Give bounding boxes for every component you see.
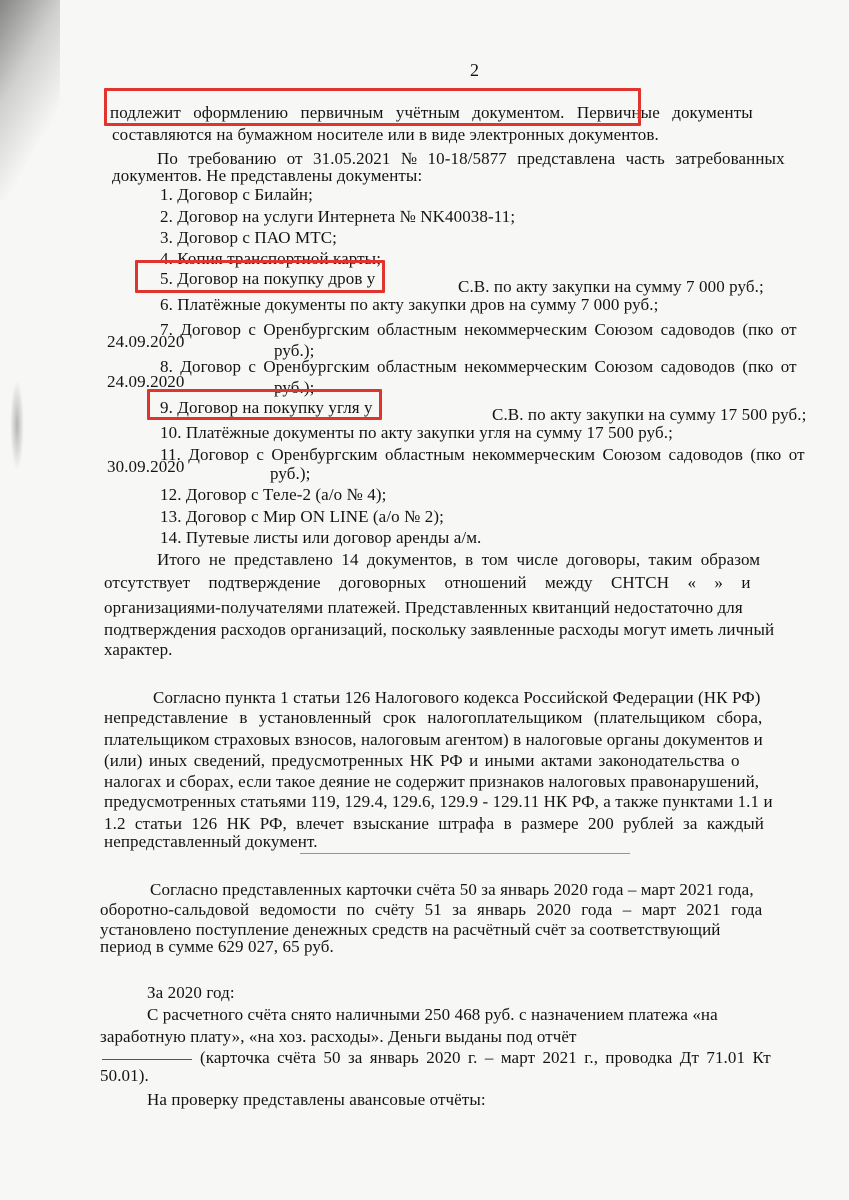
text-line: предусмотренных статьями 119, 129.4, 129.6, 129.9 - 129.11 НК РФ, а также пунктами 1.1 и [104, 792, 773, 811]
text-line: плательщиком страховых взносов, налоговым агентом) в налоговые органы документов и [104, 730, 763, 749]
text-line: период в сумме 629 027, 65 руб. [100, 937, 334, 956]
list-item: 5. Договор на покупку дров у [160, 269, 376, 288]
list-item-continuation: С.В. по акту закупки на сумму 7 000 руб.; [458, 277, 764, 296]
list-item: 3. Договор с ПАО МТС; [160, 228, 337, 247]
text-line: непредставление в установленный срок налогоплательщиком (плательщиком сбора, [104, 708, 763, 727]
list-item: 2. Договор на услуги Интернета № NK40038-11; [160, 207, 516, 226]
list-item: 1. Договор с Билайн; [160, 185, 313, 204]
text-line: налогах и сборах, если такое деяние не содержит признаков налоговых правонарушений, [104, 772, 760, 791]
scan-smudge [10, 380, 24, 470]
list-item: 13. Договор с Мир ON LINE (а/о № 2); [160, 507, 444, 526]
list-item: 14. Путевые листы или договор аренды а/м. [160, 528, 482, 547]
highlight-box [147, 389, 382, 420]
text-line: документов. Не представлены документы: [112, 166, 423, 185]
list-item: 7. Договор с Оренбургским областным некоммерческим Союзом садоводов (пко от [160, 320, 797, 339]
text-line: непредставленный документ. [104, 832, 318, 851]
list-item-date: 24.09.2020 [107, 372, 185, 391]
text-line: отсутствует подтверждение договорных отношений между СНТСН « » и [104, 573, 751, 592]
list-item-continuation: С.В. по акту закупки на сумму 17 500 руб.; [492, 405, 807, 424]
page-number: 2 [470, 60, 479, 80]
list-item-continuation: руб.); [270, 464, 311, 483]
section-heading: За 2020 год: [147, 983, 235, 1002]
list-item-date: 30.09.2020 [107, 457, 185, 476]
text-line: характер. [104, 640, 173, 659]
list-item: 12. Договор с Теле-2 (а/о № 4); [160, 485, 387, 504]
text-line: По требованию от 31.05.2021 № 10-18/5877 представлена часть затребованных [157, 149, 785, 168]
list-item-date: 24.09.2020 [107, 332, 185, 351]
list-item: 11. Договор с Оренбургским областным некоммерческим Союзом садоводов (пко от [160, 445, 805, 464]
text-line: установлено поступление денежных средств на расчётный счёт за соответствующий [100, 920, 721, 939]
list-item: 8. Договор с Оренбургским областным некоммерческим Союзом садоводов (пко от [160, 357, 797, 376]
text-line: подлежит оформлению первичным учётным документом. Первичные документы [110, 103, 753, 122]
text-line: 50.01). [100, 1066, 149, 1085]
text-line: С расчетного счёта снято наличными 250 468 руб. с назначением платежа «на [147, 1005, 718, 1024]
highlight-box [104, 88, 641, 126]
scan-line [300, 853, 630, 854]
list-item: 10. Платёжные документы по акту закупки угля на сумму 17 500 руб.; [160, 423, 673, 442]
text-line: составляются на бумажном носителе или в виде электронных документов. [112, 125, 659, 144]
text-line: подтверждения расходов организаций, поскольку заявленные расходы могут иметь личный [104, 620, 775, 639]
list-item: 6. Платёжные документы по акту закупки дров на сумму 7 000 руб.; [160, 295, 659, 314]
list-item-continuation: руб.); [274, 341, 315, 360]
text-line: Итого не представлено 14 документов, в том числе договоры, таким образом [157, 550, 761, 569]
highlight-box [135, 260, 385, 293]
text-line: организациями-получателями платежей. Представленных квитанций недостаточно для [104, 598, 743, 617]
text-line: 1.2 статьи 126 НК РФ, влечет взыскание штрафа в размере 200 рублей за каждый [104, 814, 764, 833]
list-item-continuation: руб.); [274, 378, 315, 397]
text-line: заработную плату», «на хоз. расходы». Деньги выданы под отчёт [100, 1027, 577, 1046]
text-line: (или) иных сведений, предусмотренных НК РФ и иными актами законодательства о [104, 751, 740, 770]
text-line: оборотно-сальдовой ведомости по счёту 51 за январь 2020 года – март 2021 года [100, 900, 763, 919]
text-line: Согласно представленных карточки счёта 50 за январь 2020 года – март 2021 года, [150, 880, 754, 899]
text-line: (карточка счёта 50 за январь 2020 г. – март 2021 г., проводка Дт 71.01 Кт [200, 1048, 771, 1067]
list-item: 9. Договор на покупку угля у [160, 398, 373, 417]
list-item: 4. Копия транспортной карты; [160, 249, 382, 268]
redaction-line [102, 1059, 192, 1060]
text-line: Согласно пункта 1 статьи 126 Налогового кодекса Российской Федерации (НК РФ) [153, 688, 761, 707]
scan-shadow [0, 0, 60, 200]
text-line: На проверку представлены авансовые отчёты: [147, 1090, 486, 1109]
